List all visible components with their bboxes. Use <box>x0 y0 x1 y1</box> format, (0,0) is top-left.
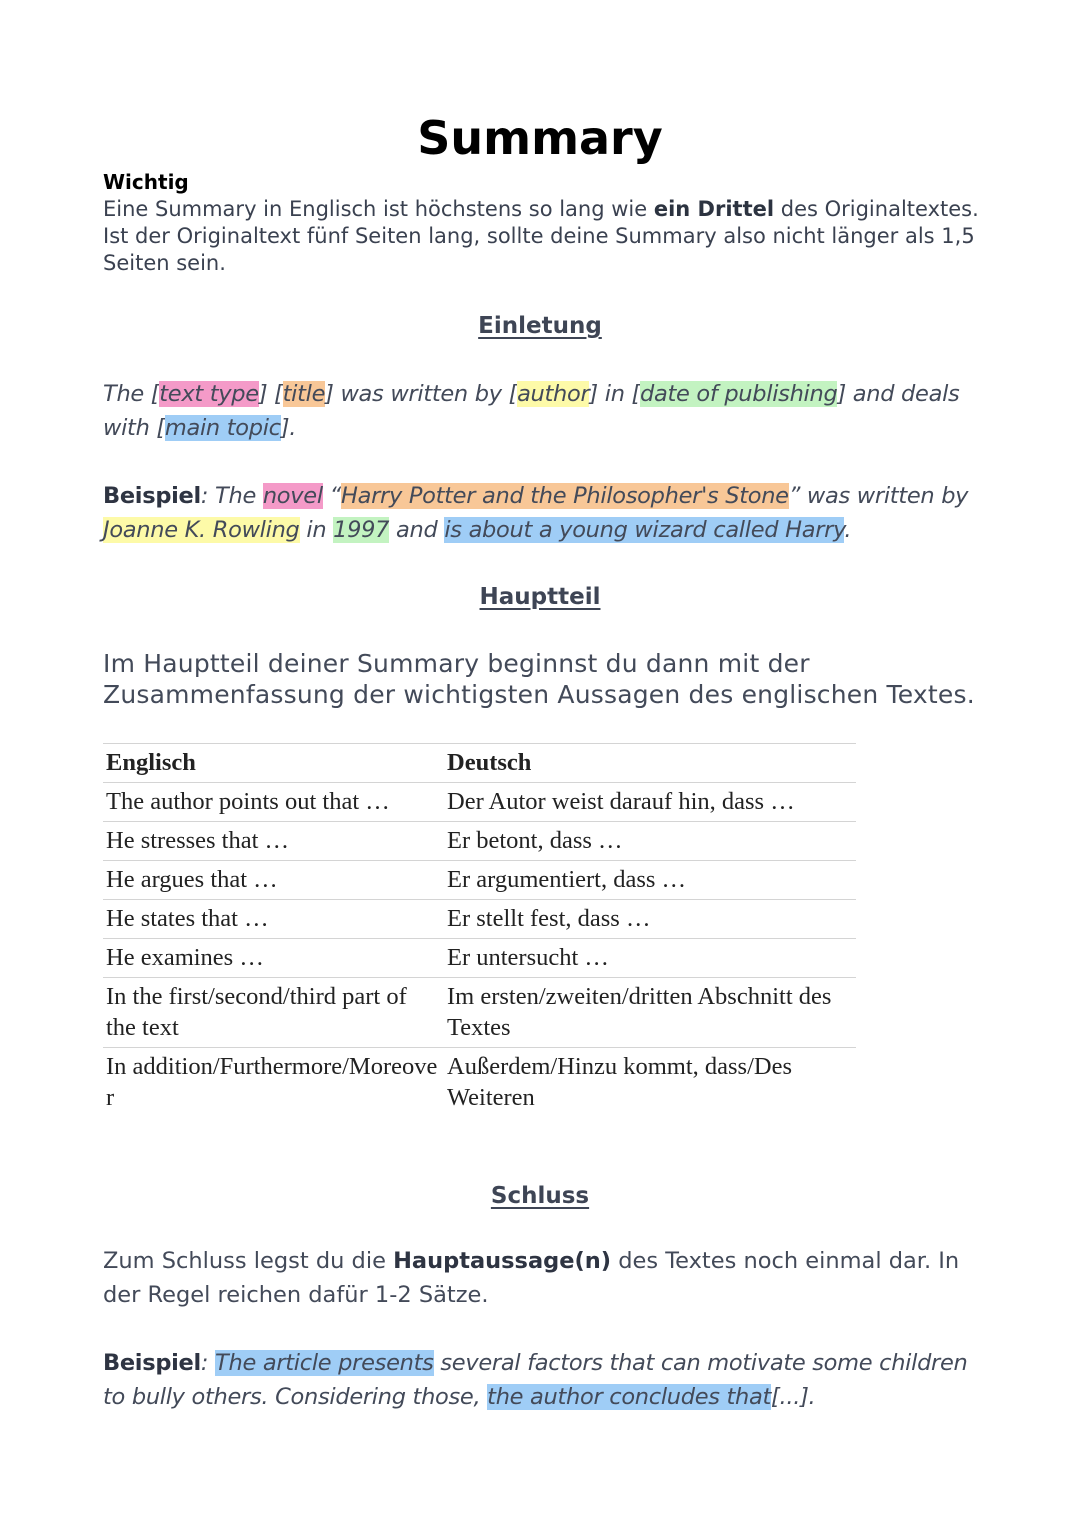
table-row <box>103 1047 856 1117</box>
table-cell-german: Im ersten/zweiten/dritten Abschnitt des Textes <box>444 977 856 1047</box>
highlight-novel: novel <box>262 483 323 509</box>
table-cell-english: He argues that … <box>103 860 444 899</box>
important-text-b: des Originaltextes. Ist der Originaltext fünf Seiten lang, sollte deine Summary also nicht länger als 1,5 Seiten sein. <box>103 197 979 275</box>
highlight-main-topic: main topic <box>164 415 281 441</box>
highlight-date: date of publishing <box>640 381 838 407</box>
template-text: ]. <box>280 415 297 441</box>
template-text: ] and deals with [ <box>103 381 960 441</box>
table-cell-english: In the first/second/third part of the text <box>103 977 444 1047</box>
important-heading: Wichtig <box>103 170 189 194</box>
table-cell-german: Er argumentiert, dass … <box>444 860 856 899</box>
table-cell-german: Der Autor weist darauf hin, dass … <box>444 782 856 821</box>
template-text: ] was written by [ <box>325 381 518 407</box>
highlight-year: 1997 <box>333 517 390 543</box>
conclusion-heading: Schluss <box>490 1183 590 1209</box>
table-cell-english: He states that … <box>103 899 444 938</box>
table-cell-english: He stresses that … <box>103 821 444 860</box>
highlight-title: title <box>282 381 326 407</box>
table-cell-english: The author points out that … <box>103 782 444 821</box>
highlight-author-concludes: the author concludes that <box>487 1384 772 1410</box>
example-label: Beispiel <box>103 483 201 509</box>
table-cell-german: Er untersucht … <box>444 938 856 977</box>
conclusion-text-b: des Textes noch einmal dar. In der Regel reichen dafür 1-2 Sätze. <box>103 1248 960 1308</box>
conclusion-text-a: Zum Schluss legst du die <box>103 1248 394 1274</box>
page-title: Summary <box>417 111 663 165</box>
introduction-example <box>103 479 983 547</box>
highlight-article-presents: The article presents <box>215 1350 434 1376</box>
conclusion-example <box>103 1346 983 1414</box>
table-cell-german: Er betont, dass … <box>444 821 856 860</box>
table-row <box>103 938 856 977</box>
highlight-topic: is about a young wizard called Harry <box>444 517 845 543</box>
table-row <box>103 899 856 938</box>
main-part-heading: Hauptteil <box>479 584 601 610</box>
example-text: and <box>389 517 445 543</box>
table-row <box>103 860 856 899</box>
important-text-a: Eine Summary in Englisch ist höchstens so lang wie <box>103 197 654 221</box>
conclusion-text <box>103 1244 993 1312</box>
table-header-german: Deutsch <box>444 743 856 782</box>
introduction-template <box>103 377 983 445</box>
template-text: ] in [ <box>589 381 640 407</box>
table-header-english: Englisch <box>103 743 444 782</box>
highlight-book-title: Harry Potter and the Philosopher's Stone <box>341 483 789 509</box>
important-text-bold: ein Drittel <box>653 197 775 221</box>
table-cell-english: In addition/Furthermore/Moreover <box>103 1047 444 1117</box>
phrase-table <box>103 743 856 1117</box>
template-text: ] [ <box>258 381 283 407</box>
example-text: . <box>844 517 852 543</box>
example-text: : The <box>200 483 263 509</box>
table-cell-english: He examines … <box>103 938 444 977</box>
table-cell-german: Er stellt fest, dass … <box>444 899 856 938</box>
important-text <box>103 196 1003 277</box>
example-text: : <box>200 1350 216 1376</box>
example-text: several factors that can motivate some children to bully others. Considering those, <box>103 1350 968 1410</box>
table-cell-german: Außerdem/Hinzu kommt, dass/Des Weiteren <box>444 1047 856 1117</box>
template-text: The [ <box>103 381 160 407</box>
table-row <box>103 977 856 1047</box>
table-row <box>103 782 856 821</box>
table-header-row <box>103 743 856 782</box>
introduction-heading: Einletung <box>478 313 602 339</box>
table-row <box>103 821 856 860</box>
main-part-text: Im Hauptteil deiner Summary beginnst du dann mit der Zusammenfassung der wichtigsten Aussagen des englischen Textes. <box>103 649 975 709</box>
example-text: ” was written by <box>788 483 969 509</box>
example-text: in <box>299 517 334 543</box>
highlight-author-name: Joanne K. Rowling <box>103 517 300 543</box>
example-text: “ <box>322 483 341 509</box>
example-text: [...]. <box>771 1384 816 1410</box>
example-label: Beispiel <box>103 1350 201 1376</box>
highlight-text-type: text type <box>159 381 259 407</box>
highlight-author: author <box>517 381 590 407</box>
conclusion-text-bold: Hauptaussage(n) <box>393 1248 612 1274</box>
